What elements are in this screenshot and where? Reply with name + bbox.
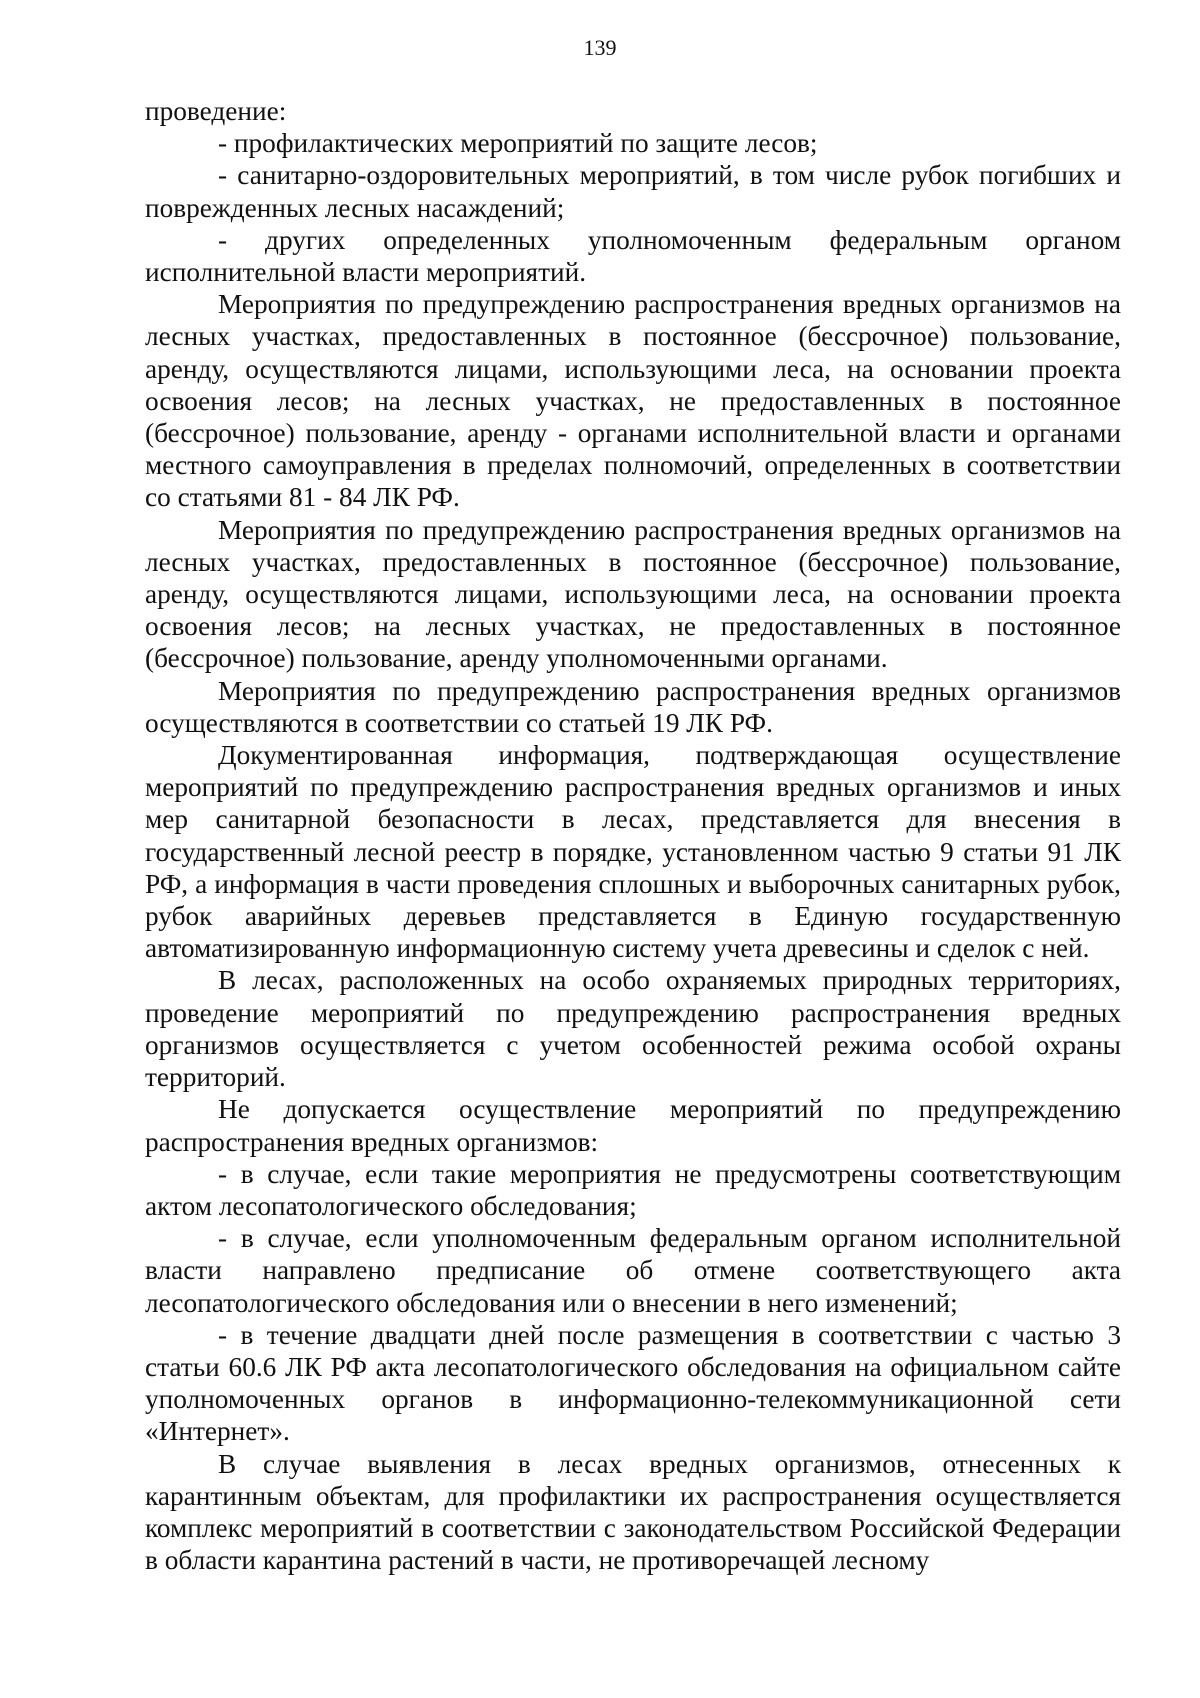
list-item-prophylactic: - профилактических мероприятий по защите лесов; [218,128,818,159]
paragraph: Мероприятия по предупреждению распространения вредных организмов осуществляются в соответствии со статьей 19 ЛК РФ. [145,675,1121,738]
list-item: - в случае, если такие мероприятия не предусмотрены соответствующим актом лесопатологического обследования; [145,1158,1121,1221]
paragraph-lead: проведение: [145,96,287,126]
list-item-other: - других определенных уполномоченным федеральным органом исполнительной власти мероприятий. [145,224,1121,288]
list-item-sanitary: - санитарно-оздоровительных мероприятий, в том числе рубок погибших и поврежденных лесных насаждений; [145,160,1121,223]
list-item: - в случае, если уполномоченным федеральным органом исполнительной власти направлено предписание об отмене соответствующего акта лесопатологического обследования или о внесении в него изменений; [145,1223,1121,1318]
document-body [145,95,1121,1576]
paragraph: Не допускается осуществление мероприятий по предупреждению распространения вредных организмов: [145,1094,1121,1157]
list-item: - в течение двадцати дней после размещения в соответствии с частью 3 статьи 60.6 ЛК РФ акта лесопатологического обследования на официальном сайте уполномоченных органов в информационно-телекоммуникационной сети «Интернет». [145,1319,1121,1447]
paragraph: Мероприятия по предупреждению распространения вредных организмов на лесных участках, предоставленных в постоянное (бессрочное) пользование, аренду, осуществляются лицами, использующими леса, на основании проекта освоения лесов; на лесных участках, не предоставленных в постоянное (бессрочное) пользование, аренду - органами исполнительной власти и органами местного самоуправления в пределах полномочий, определенных в соответствии со статьями 81 - 84 ЛК РФ. [145,289,1121,513]
paragraph: В лесах, расположенных на особо охраняемых природных территориях, проведение мероприятий по предупреждению распространения вредных организмов осуществляется с учетом особенностей режима особой охраны территорий. [145,965,1121,1093]
paragraph: Документированная информация, подтверждающая осуществление мероприятий по предупреждению распространения вредных организмов и иных мер санитарной безопасности в лесах, представляется для внесения в государственный лесной реестр в порядке, установленном частью 9 статьи 91 ЛК РФ, а информация в части проведения сплошных и выборочных санитарных рубок, рубок аварийных деревьев представляется в Единую государственную автоматизированную информационную систему учета древесины и сделок с ней. [145,740,1121,964]
page-number: 139 [583,35,617,60]
paragraph: Мероприятия по предупреждению распространения вредных организмов на лесных участках, предоставленных в постоянное (бессрочное) пользование, аренду, осуществляются лицами, использующими леса, на основании проекта освоения лесов; на лесных участках, не предоставленных в постоянное (бессрочное) пользование, аренду уполномоченными органами. [145,514,1121,674]
paragraph-continued: В случае выявления в лесах вредных организмов, отнесенных к карантинным объектам, для профилактики их распространения осуществляется комплекс мероприятий в соответствии с законодательством Российской Федерации в области карантина растений в части, не противоречащей лесному [145,1448,1121,1576]
